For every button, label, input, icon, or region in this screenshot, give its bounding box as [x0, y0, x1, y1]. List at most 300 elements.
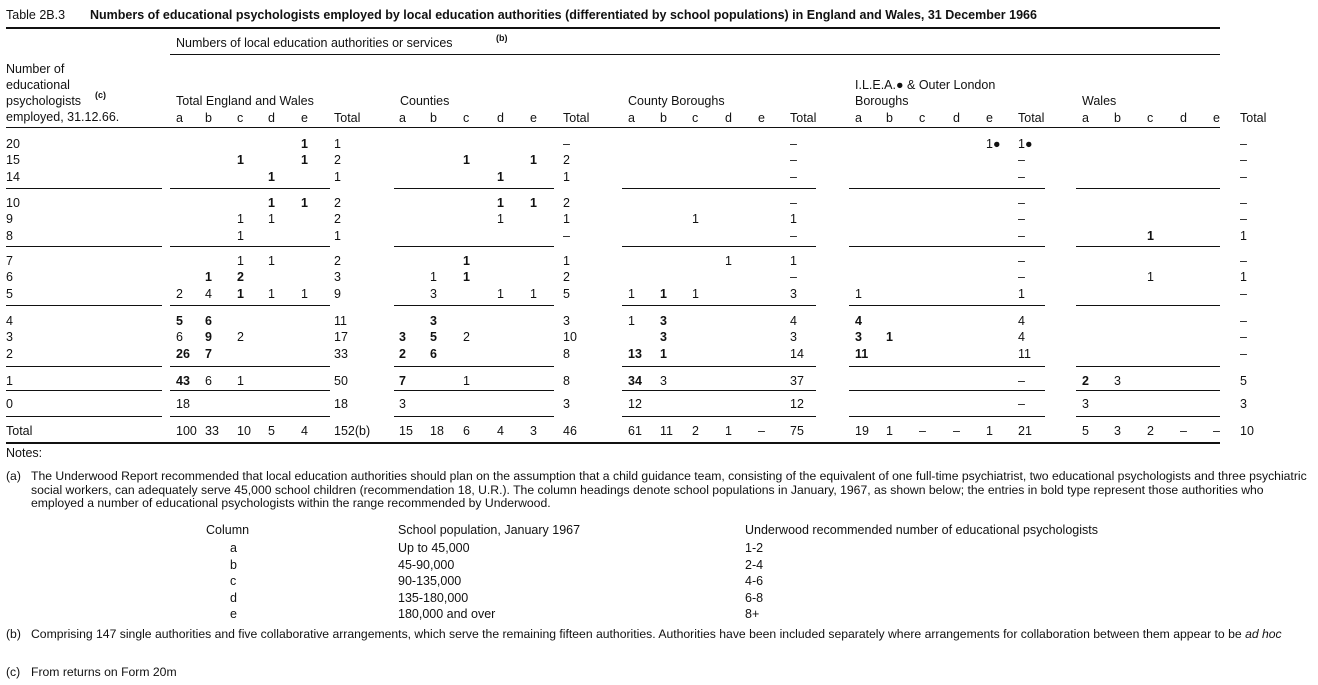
group-separator	[849, 366, 1045, 367]
column-header-total: Total	[1018, 111, 1045, 125]
sub-table-header: Column	[206, 523, 250, 537]
group-separator	[1076, 366, 1220, 367]
total-cell: 4	[497, 424, 504, 438]
sub-table-cell: 45-90,000	[398, 557, 455, 572]
table-cell: 18	[176, 397, 190, 411]
column-header-a: a	[855, 111, 862, 125]
table-cell: 1	[334, 170, 341, 184]
row-head-note: (c)	[95, 90, 106, 100]
table-bottom-rule	[6, 442, 1220, 444]
column-header-a: a	[1082, 111, 1089, 125]
row-head-line-4: employed, 31.12.66.	[6, 110, 120, 124]
note-b-text-1: Comprising 147 single authorities and five collaborative arrangements, which serve the remaining fifteen authorities. Authorities have been included separately where arrangements for collaboration between	[31, 627, 1140, 641]
table-cell: 11	[1018, 347, 1031, 361]
column-header-d: d	[497, 111, 504, 125]
group-county-boroughs: County Boroughs	[628, 94, 725, 108]
table-cell: –	[1240, 153, 1247, 167]
table-cell: –	[1240, 196, 1247, 210]
table-cell: –	[1240, 254, 1247, 268]
table-cell: 18	[334, 397, 348, 411]
super-header-rule	[170, 54, 1220, 55]
table-cell: 7	[399, 374, 406, 388]
table-cell: 1	[497, 212, 504, 226]
table-cell: 1	[628, 314, 635, 328]
total-cell: –	[953, 424, 960, 438]
table-cell: 50	[334, 374, 348, 388]
table-cell: –	[790, 196, 797, 210]
table-cell: 10	[563, 330, 577, 344]
total-cell: 6	[463, 424, 470, 438]
table-cell: 1	[497, 196, 504, 210]
note-c-text: From returns on Form 20m	[31, 665, 177, 679]
column-header-c: c	[919, 111, 926, 125]
table-cell: 3	[660, 330, 667, 344]
sub-table-cell: 180,000 and over	[398, 607, 496, 621]
table-label: Table 2B.3	[6, 8, 66, 22]
total-cell: 3	[1114, 424, 1121, 438]
table-cell: 34	[628, 374, 642, 388]
total-cell: 100	[176, 424, 197, 438]
column-header-c: c	[1147, 111, 1154, 125]
table-cell: 14	[790, 347, 804, 361]
table-cell: 12	[628, 397, 642, 411]
group-separator	[6, 246, 162, 247]
group-separator	[170, 366, 330, 367]
note-b-text-2: them appear to be	[1142, 627, 1242, 641]
total-cell: –	[919, 424, 926, 438]
total-cell: 5	[268, 424, 275, 438]
header-bottom-rule	[6, 127, 1220, 128]
column-header-e: e	[530, 111, 537, 125]
total-cell: 2	[692, 424, 699, 438]
group-separator	[6, 416, 162, 417]
table-cell: –	[1240, 330, 1247, 344]
total-cell: 11	[660, 424, 673, 438]
row-label: 20	[6, 137, 20, 151]
table-cell: 2	[334, 212, 341, 226]
row-label: 15	[6, 153, 20, 167]
table-cell: 1●	[1018, 137, 1033, 151]
table-cell: 1	[660, 347, 667, 361]
super-header: Numbers of local education authorities or services	[176, 36, 453, 50]
row-head-line-3: psychologists	[6, 94, 82, 108]
column-header-total: Total	[1240, 111, 1267, 125]
title-rule	[6, 27, 1220, 29]
table-cell: –	[1018, 397, 1025, 411]
group-separator	[622, 366, 816, 367]
table-cell: 1	[463, 153, 470, 167]
group-separator	[170, 246, 330, 247]
group-separator	[170, 416, 330, 417]
group-ilea-line-2: Boroughs	[855, 94, 909, 108]
group-separator	[1076, 246, 1220, 247]
group-separator	[170, 390, 330, 391]
table-cell: 1	[268, 170, 275, 184]
table-cell: 4	[790, 314, 797, 328]
table-cell: 7	[205, 347, 212, 361]
note-c	[0, 666, 1318, 682]
table-cell: –	[790, 270, 797, 284]
table-cell: 3	[1114, 374, 1121, 388]
table-cell: 1	[301, 196, 308, 210]
note-a-text: The Underwood Report recommended that local education authorities should plan on the assumption that a child guidance team, consisting of the equivalent of one full-time psychiatrist, two educational psychologists and three psychiatric social workers, can adequately serve 45,000 school children (recommendation 18, U.R.). The column headings denote school populations in January, 1967, as shown below; the entries in bold type represent those authorities who employed a number of educational psychologists within the range recommended by Underwood.	[31, 469, 1307, 510]
column-header-b: b	[886, 111, 893, 125]
group-separator	[6, 305, 162, 306]
sub-table-cell: a	[230, 541, 237, 555]
total-cell: 3	[530, 424, 537, 438]
group-separator	[6, 188, 162, 189]
note-b-label: (b)	[6, 627, 21, 641]
table-cell: –	[1240, 212, 1247, 226]
column-header-b: b	[1114, 111, 1121, 125]
table-cell: 1	[430, 270, 437, 284]
row-label: 14	[6, 170, 20, 184]
column-header-e: e	[1213, 111, 1220, 125]
column-header-total: Total	[790, 111, 817, 125]
total-cell: 2	[1147, 424, 1154, 438]
total-cell: 18	[430, 424, 444, 438]
total-cell: 1	[725, 424, 732, 438]
sub-table-cell: 8+	[745, 607, 760, 621]
note-b-body	[31, 628, 1311, 642]
table-cell: –	[790, 153, 797, 167]
table-cell: 5	[430, 330, 437, 344]
table-cell: 2	[334, 153, 341, 167]
table-cell: –	[1240, 137, 1247, 151]
table-cell: 11	[855, 347, 869, 361]
group-separator	[622, 416, 816, 417]
table-cell: –	[1240, 170, 1247, 184]
column-header-e: e	[301, 111, 308, 125]
table-cell: 1	[205, 270, 212, 284]
table-cell: 33	[334, 347, 348, 361]
table-cell: 3	[660, 314, 667, 328]
table-cell: 1	[1147, 229, 1154, 243]
table-cell: 6	[205, 374, 212, 388]
table-cell: 3	[563, 397, 570, 411]
table-cell: 1	[563, 170, 570, 184]
super-header-note: (b)	[496, 33, 508, 43]
column-header-c: c	[237, 111, 244, 125]
total-cell: 10	[1240, 424, 1254, 438]
total-cell: 33	[205, 424, 219, 438]
total-cell: 15	[399, 424, 413, 438]
row-label: 2	[6, 347, 13, 361]
row-label: 0	[6, 397, 13, 411]
row-head-line-1: Number of	[6, 62, 65, 76]
table-cell: 1	[497, 170, 504, 184]
row-label: 3	[6, 330, 13, 344]
total-cell: 1	[986, 424, 993, 438]
table-cell: 2	[334, 196, 341, 210]
table-cell: 1	[334, 137, 341, 151]
table-cell: 5	[563, 287, 570, 301]
column-header-c: c	[692, 111, 699, 125]
table-cell: –	[1240, 314, 1247, 328]
group-separator	[849, 390, 1045, 391]
table-cell: –	[1018, 374, 1025, 388]
table-cell: 1	[660, 287, 667, 301]
group-separator	[1076, 390, 1220, 391]
total-cell: 19	[855, 424, 869, 438]
table-cell: 1	[530, 153, 537, 167]
table-cell: –	[1018, 170, 1025, 184]
table-cell: 1	[334, 229, 341, 243]
table-cell: 9	[205, 330, 212, 344]
table-cell: 1	[463, 254, 470, 268]
note-b-italic: ad hoc	[1245, 627, 1282, 641]
group-separator	[849, 246, 1045, 247]
table-cell: 1	[463, 374, 470, 388]
column-header-a: a	[399, 111, 406, 125]
table-cell: 6	[430, 347, 437, 361]
notes-heading: Notes:	[6, 446, 43, 460]
group-total-ew: Total England and Wales	[176, 94, 314, 108]
group-separator	[1076, 305, 1220, 306]
table-cell: 1	[886, 330, 893, 344]
group-counties: Counties	[400, 94, 450, 108]
total-cell: –	[758, 424, 765, 438]
table-cell: 1	[237, 153, 244, 167]
table-cell: 1	[237, 254, 244, 268]
table-cell: 1	[855, 287, 862, 301]
column-header-e: e	[758, 111, 765, 125]
group-separator	[394, 366, 554, 367]
total-cell: 21	[1018, 424, 1032, 438]
table-cell: –	[563, 229, 570, 243]
table-cell: 1	[530, 196, 537, 210]
group-wales: Wales	[1082, 94, 1117, 108]
group-separator	[394, 188, 554, 189]
group-separator	[6, 390, 162, 391]
table-cell: 9	[334, 287, 341, 301]
table-cell: 2	[176, 287, 183, 301]
group-separator	[622, 305, 816, 306]
total-cell: 5	[1082, 424, 1089, 438]
table-cell: 1	[301, 287, 308, 301]
note-a	[0, 470, 1318, 515]
table-cell: 3	[790, 287, 797, 301]
table-cell: –	[1240, 347, 1247, 361]
group-ilea-line-1: I.L.E.A.● & Outer London	[855, 78, 996, 92]
table-cell: 1	[628, 287, 635, 301]
row-head-line-2: educational	[6, 78, 70, 92]
table-cell: 2	[399, 347, 406, 361]
row-label: 6	[6, 270, 13, 284]
sub-table-cell: c	[230, 574, 237, 588]
table-cell: 3	[563, 314, 570, 328]
group-separator	[1076, 416, 1220, 417]
table-cell: 1	[237, 229, 244, 243]
table-cell: 26	[176, 347, 190, 361]
table-cell: –	[1018, 229, 1025, 243]
sub-table-header: School population, January 1967	[398, 523, 581, 537]
row-label: 4	[6, 314, 13, 328]
group-separator	[6, 366, 162, 367]
group-separator	[849, 305, 1045, 306]
sub-table-cell: b	[230, 557, 237, 572]
table-cell: 1	[790, 254, 797, 268]
row-label: 8	[6, 229, 13, 243]
table-cell: 1	[301, 153, 308, 167]
table-cell: 3	[1240, 397, 1247, 411]
group-separator	[622, 390, 816, 391]
table-cell: –	[790, 170, 797, 184]
table-cell: 3	[790, 330, 797, 344]
table-cell: 1	[237, 287, 244, 301]
row-label: 7	[6, 254, 13, 268]
note-c-label: (c)	[6, 665, 21, 679]
row-label: 10	[6, 196, 20, 210]
total-cell: 1	[886, 424, 893, 438]
table-cell: 3	[1082, 397, 1089, 411]
table-cell: –	[1018, 196, 1025, 210]
table-cell: –	[1018, 254, 1025, 268]
table-cell: 6	[176, 330, 183, 344]
group-separator	[622, 246, 816, 247]
sub-table-cell: 4-6	[745, 574, 764, 588]
column-header-b: b	[660, 111, 667, 125]
sub-table-cell: 1-2	[745, 541, 764, 555]
table-cell: 1	[268, 196, 275, 210]
table-cell: 1	[725, 254, 732, 268]
sub-table-cell: 90-135,000	[398, 574, 462, 588]
table-title: Numbers of educational psychologists employed by local education authorities (differentiated by school populations) in England and Wales, 31 December 1966	[90, 8, 1037, 22]
table-cell: 43	[176, 374, 190, 388]
total-cell: 152(b)	[334, 424, 371, 438]
table-cell: 1	[301, 137, 308, 151]
group-separator	[849, 416, 1045, 417]
column-header-d: d	[1180, 111, 1187, 125]
total-cell: 46	[563, 424, 577, 438]
table-cell: 1	[237, 212, 244, 226]
group-separator	[622, 188, 816, 189]
table-cell: –	[1240, 287, 1247, 301]
sub-table-cell: e	[230, 607, 237, 621]
table-cell: 1	[692, 287, 699, 301]
table-cell: 1●	[986, 137, 1001, 151]
group-separator	[170, 188, 330, 189]
column-header-e: e	[986, 111, 993, 125]
table-cell: 5	[1240, 374, 1247, 388]
column-header-d: d	[268, 111, 275, 125]
column-header-total: Total	[563, 111, 590, 125]
column-header-c: c	[463, 111, 470, 125]
column-header-a: a	[176, 111, 183, 125]
table-cell: –	[1018, 153, 1025, 167]
table-cell: 1	[1240, 270, 1247, 284]
group-separator	[849, 188, 1045, 189]
table-cell: 3	[430, 314, 437, 328]
column-header-b: b	[430, 111, 437, 125]
total-cell: 4	[301, 424, 308, 438]
total-cell: –	[1213, 424, 1220, 438]
table-cell: –	[790, 137, 797, 151]
table-cell: 3	[660, 374, 667, 388]
note-b	[0, 628, 1318, 658]
table-cell: –	[1018, 212, 1025, 226]
total-cell: 61	[628, 424, 642, 438]
table-cell: 1	[692, 212, 699, 226]
table-cell: 1	[497, 287, 504, 301]
table-cell: 8	[563, 347, 570, 361]
table-cell: –	[563, 137, 570, 151]
table-cell: 2	[237, 270, 244, 284]
table-cell: 2	[563, 196, 570, 210]
table-cell: 2	[563, 153, 570, 167]
sub-table-cell: d	[230, 590, 237, 605]
row-label: 9	[6, 212, 13, 226]
group-separator	[394, 390, 554, 391]
total-cell: 75	[790, 424, 804, 438]
table-cell: 8	[563, 374, 570, 388]
group-separator	[394, 416, 554, 417]
table-cell: 2	[563, 270, 570, 284]
note-a-label: (a)	[6, 469, 21, 483]
table-cell: 6	[205, 314, 212, 328]
group-separator	[1076, 188, 1220, 189]
table-cell: 3	[855, 330, 862, 344]
table-cell: 1	[790, 212, 797, 226]
table-cell: 1	[563, 212, 570, 226]
table-cell: 1	[1147, 270, 1154, 284]
table-cell: 1	[463, 270, 470, 284]
group-separator	[394, 305, 554, 306]
column-header-total: Total	[334, 111, 361, 125]
table-cell: 4	[1018, 314, 1025, 328]
table-cell: 3	[430, 287, 437, 301]
table-cell: 3	[399, 330, 406, 344]
table-cell: 13	[628, 347, 642, 361]
row-label: 5	[6, 287, 13, 301]
table-cell: 5	[176, 314, 183, 328]
table-cell: 11	[334, 314, 347, 328]
table-cell: 1	[530, 287, 537, 301]
table-cell: 37	[790, 374, 804, 388]
group-separator	[394, 246, 554, 247]
row-label: 1	[6, 374, 13, 388]
table-cell: 1	[268, 254, 275, 268]
column-header-a: a	[628, 111, 635, 125]
table-cell: 3	[399, 397, 406, 411]
table-cell: 17	[334, 330, 348, 344]
table-cell: 2	[463, 330, 470, 344]
table-cell: 1	[268, 287, 275, 301]
table-cell: 2	[237, 330, 244, 344]
table-cell: 2	[334, 254, 341, 268]
sub-table-cell: Up to 45,000	[398, 541, 470, 555]
sub-table-cell: 6-8	[745, 590, 764, 605]
table-cell: 4	[1018, 330, 1025, 344]
table-cell: 1	[1018, 287, 1025, 301]
table-cell: 4	[205, 287, 212, 301]
sub-table-cell: 2-4	[745, 557, 764, 572]
table-cell: 1	[563, 254, 570, 268]
table-cell: –	[1018, 270, 1025, 284]
total-row-label: Total	[6, 424, 33, 438]
table-cell: 12	[790, 397, 804, 411]
column-header-d: d	[725, 111, 732, 125]
column-header-d: d	[953, 111, 960, 125]
table-cell: 2	[1082, 374, 1089, 388]
sub-table-cell: 135-180,000	[398, 590, 469, 605]
sub-table-header: Underwood recommended number of educational psychologists	[745, 523, 1098, 537]
total-cell: –	[1180, 424, 1187, 438]
total-cell: 10	[237, 424, 251, 438]
table-cell: 1	[268, 212, 275, 226]
table-cell: 4	[855, 314, 862, 328]
table-cell: 3	[334, 270, 341, 284]
